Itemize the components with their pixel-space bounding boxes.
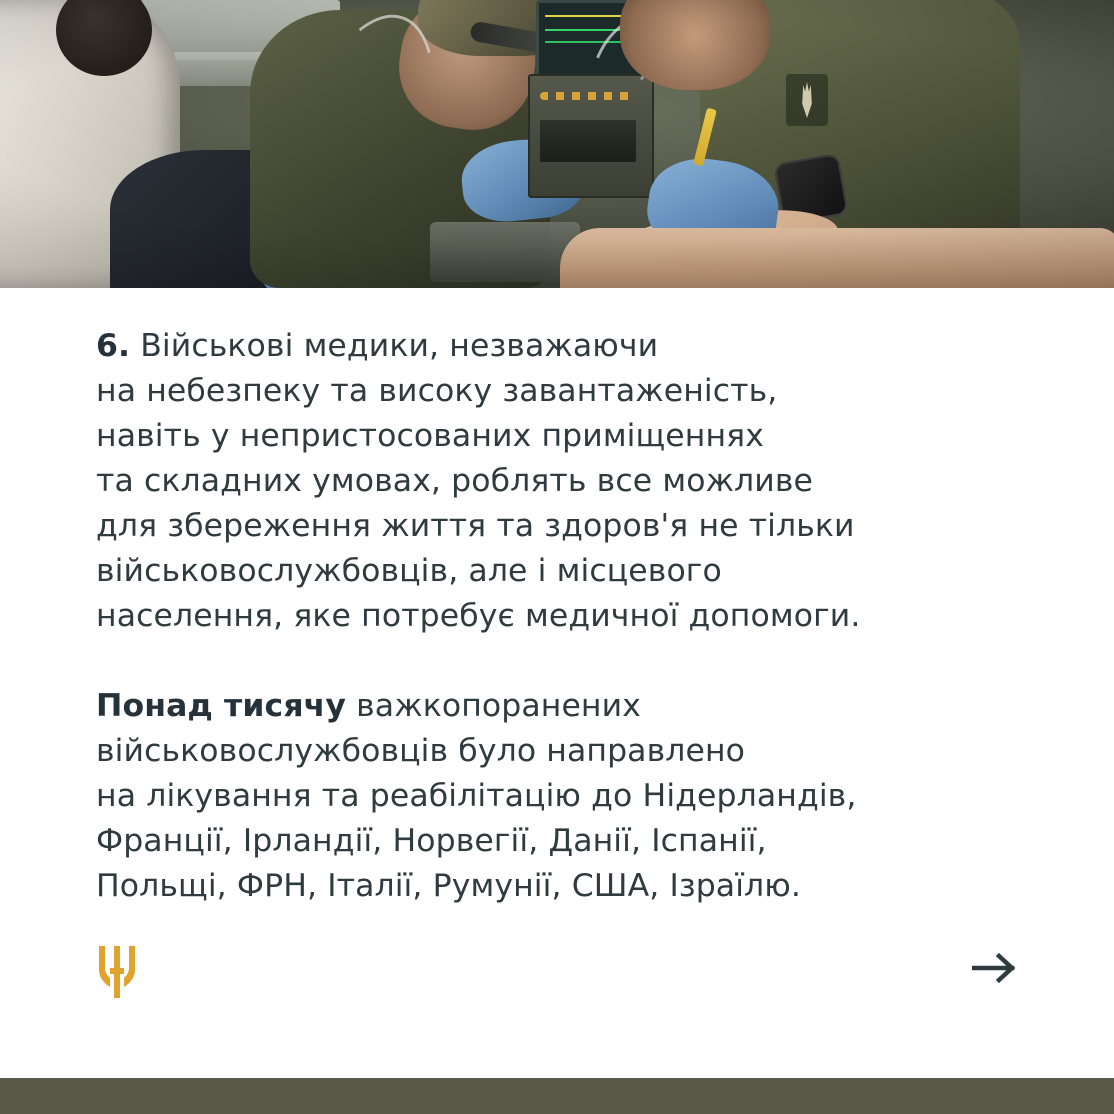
paragraph-1 [96, 324, 1046, 639]
paragraph-2-lead: Понад тисячу [96, 688, 347, 724]
paragraph-1-number: 6. [96, 328, 131, 364]
header-photo [0, 0, 1114, 288]
paragraph-2-line-3: на лікування та реабілітацію до Нідерландів, [96, 778, 857, 814]
paragraph-2-line-4: Франції, Ірландії, Норвегії, Данії, Іспанії, [96, 823, 767, 859]
paragraph-1-line-3: навіть у непристосованих приміщеннях [96, 418, 764, 454]
photo-vignette [0, 0, 1114, 288]
paragraph-1-line-7: населення, яке потребує медичної допомоги. [96, 598, 861, 634]
photo-scene [0, 0, 1114, 288]
footer [0, 930, 1114, 1078]
paragraph-1-line-6: військовослужбовців, але і місцевого [96, 553, 722, 589]
paragraph-2-line-5: Польщі, ФРН, Італії, Румунії, США, Ізраїлю. [96, 868, 802, 904]
paragraph-1-line-1-text: Військові медики, незважаючи [140, 328, 659, 364]
paragraph-1-line-1 [96, 324, 1046, 369]
paragraph-2 [96, 684, 1046, 909]
bottom-bar [0, 1078, 1114, 1114]
paragraph-2-line-1 [96, 684, 1046, 729]
body-text [96, 324, 1046, 909]
ukraine-trident-icon [96, 944, 138, 1000]
paragraph-1-line-5: для збереження життя та здоров'я не тільки [96, 508, 855, 544]
paragraph-1-line-2: на небезпеку та високу завантаженість, [96, 373, 778, 409]
paragraph-2-line-1-text: важкопоранених [346, 688, 641, 724]
paragraph-1-line-4: та складних умовах, роблять все можливе [96, 463, 814, 499]
next-arrow-icon[interactable] [972, 950, 1018, 986]
paragraph-2-line-2: військовослужбовців було направлено [96, 733, 746, 769]
